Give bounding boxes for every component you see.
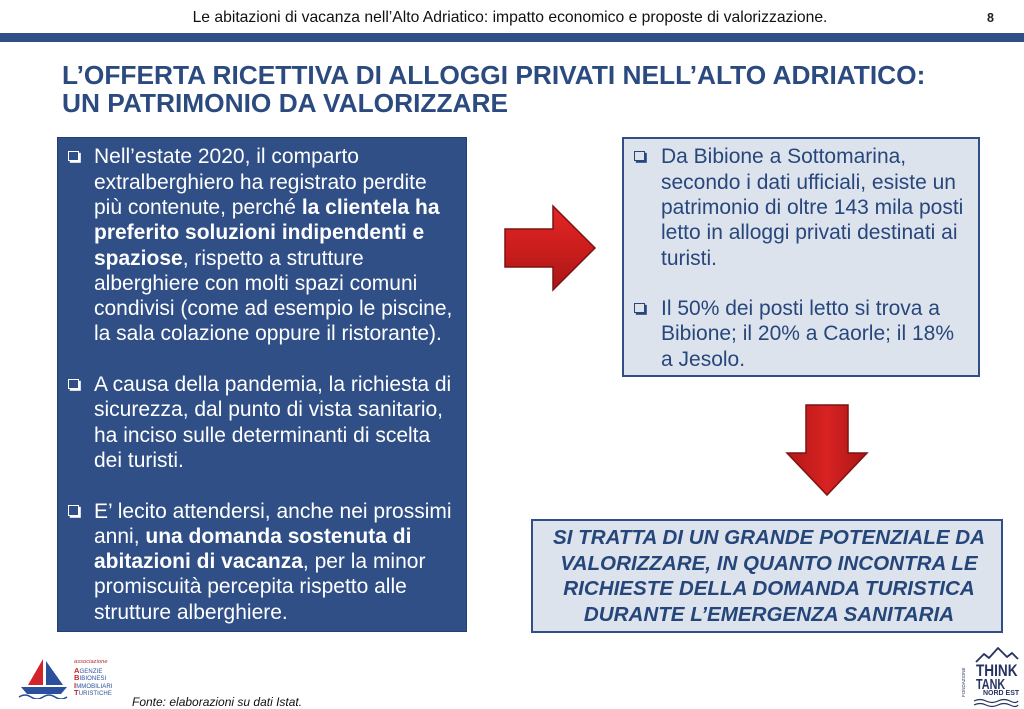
text-run: Nell’estate 2020, il comparto [94,145,359,169]
logo-mountain-line [976,648,1018,662]
bold-text-run: spaziose [94,246,183,270]
think-tank-logo-line-3: NORD EST [983,690,1020,697]
conclusion-line-4: DURANTE L’EMERGENZA SANITARIA [583,602,955,626]
text-run: ha inciso sulle determinanti di scelta [94,423,431,447]
page-number: 8 [987,11,994,25]
text-run: letto in alloggi privati destinati ai [661,221,958,245]
bullet-paragraph [94,499,452,625]
right-arrow-shape [505,206,595,290]
down-arrow-shape [787,405,867,495]
text-run: secondo i dati ufficiali, esiste un [661,170,956,194]
text-run: patrimonio di oltre 143 mila posti [661,195,964,219]
abit-logo-text [74,659,113,697]
bullet-paragraph [94,372,452,473]
right-bullet-list [661,144,963,397]
footer-source-note: Fonte: elaborazioni su dati Istat. [132,695,303,709]
logo-wave-2 [974,704,1018,707]
text-line [94,271,452,296]
think-tank-logo-vertical: FONDAZIONE [961,667,966,697]
sailboat-logo-icon [17,657,71,699]
text-line [94,397,452,422]
text-run: E’ lecito attendersi, anche nei prossimi [94,499,452,523]
think-tank-logo-line-1: THINK [976,661,1018,680]
conclusion-text [535,525,1003,627]
bold-text-run: una domanda sostenuta di [145,524,412,548]
text-line [661,347,963,372]
conclusion-line-3: RICHIESTE DELLA DOMANDA TURISTICA [563,577,975,600]
text-line [94,195,452,220]
text-line [94,321,452,346]
logo-blue-sail [46,661,63,685]
hollow-square-bullet-icon [68,151,79,162]
text-line [94,296,452,321]
text-line [94,574,452,599]
text-run: extralberghiero ha registrato perdite [94,170,427,194]
bullet-paragraph [661,296,963,372]
text-run: dei turisti. [94,448,184,472]
text-line [94,144,452,169]
text-line [661,321,963,346]
text-run: promiscuità percepita rispetto alle [94,575,407,599]
text-run: , rispetto a strutture [182,246,364,270]
text-run: la sala colazione oppure il ristorante). [94,322,442,346]
conclusion-line-2: VALORIZZARE, IN QUANTO INCONTRA LE [560,551,978,575]
abit-logo-line-2: AGENZIE [74,665,103,675]
text-run: più contenute, perché [94,195,302,219]
text-line [661,144,963,169]
down-arrow-icon [785,403,870,498]
text-line [661,296,963,321]
logo-waves-icon [972,698,1020,708]
abit-logo-line-5: TURISTICHE [74,688,112,697]
bold-text-run: preferito soluzioni indipendenti e [94,221,425,245]
bullet-paragraph [94,144,452,346]
text-run: A causa della pandemia, la richiesta di [94,373,452,397]
text-line [94,246,452,271]
text-run: , per la minor [302,550,426,574]
hollow-square-bullet-icon [634,303,645,314]
text-line [661,170,963,195]
text-run: sicurezza, dal punto di vista sanitario, [94,398,444,422]
text-line [661,246,963,271]
text-line [94,524,452,549]
header-divider-bar [0,33,1024,42]
text-line [94,448,452,473]
hollow-square-bullet-icon [68,379,79,390]
text-run: Da Bibione a Sottomarina, [661,145,907,169]
text-run: Il 50% dei posti letto si trova a [661,297,940,321]
document-header-title: Le abitazioni di vacanza nell’Alto Adriatico: impatto economico e proposte di valorizzazione. [192,9,828,26]
text-line [94,499,452,524]
text-line [94,600,452,625]
abit-logo-line-3: BIBIONESI [74,673,107,682]
text-run: anni, [94,524,146,548]
text-line [94,549,452,574]
logo-red-sail [28,659,43,685]
bold-text-run: la clientela ha [301,195,440,219]
text-line [94,170,452,195]
bullet-paragraph [661,144,963,270]
right-text-box [622,137,980,377]
left-bullet-list [94,144,452,650]
abit-logo-line-4: IMMOBILIARI [74,680,113,690]
left-text-box [57,137,467,632]
logo-wave-1 [974,700,1018,703]
text-run: strutture alberghiere. [94,600,288,624]
text-run: alberghiere con molti spazi comuni [94,271,418,295]
text-run: a Jesolo. [661,347,746,371]
right-arrow-icon [503,203,598,293]
text-line [94,220,452,245]
slide-title [62,61,925,117]
text-line [94,423,452,448]
bold-text-run: abitazioni di vacanza [94,550,303,574]
slide-title-line-2: UN PATRIMONIO DA VALORIZZARE [62,88,509,118]
conclusion-line-1: SI TRATTA DI UN GRANDE POTENZIALE DA [552,526,986,549]
abit-logo-line-1: associazione [74,659,108,665]
hollow-square-bullet-icon [634,151,645,162]
conclusion-box [531,519,1003,633]
text-run: condivisi (come ad esempio le piscine, [94,297,453,321]
hollow-square-bullet-icon [68,505,79,516]
text-line [661,195,963,220]
logo-hull [21,687,67,694]
slide-title-line-1: L’OFFERTA RICETTIVA DI ALLOGGI PRIVATI NELL’ALTO ADRIATICO: [62,60,926,90]
text-run: Bibione; il 20% a Caorle; il 18% [661,322,954,346]
logo-wave [19,695,67,699]
text-run: turisti. [661,246,718,270]
text-line [94,372,452,397]
think-tank-logo-line-2: TANK [976,676,1006,693]
text-line [661,220,963,245]
